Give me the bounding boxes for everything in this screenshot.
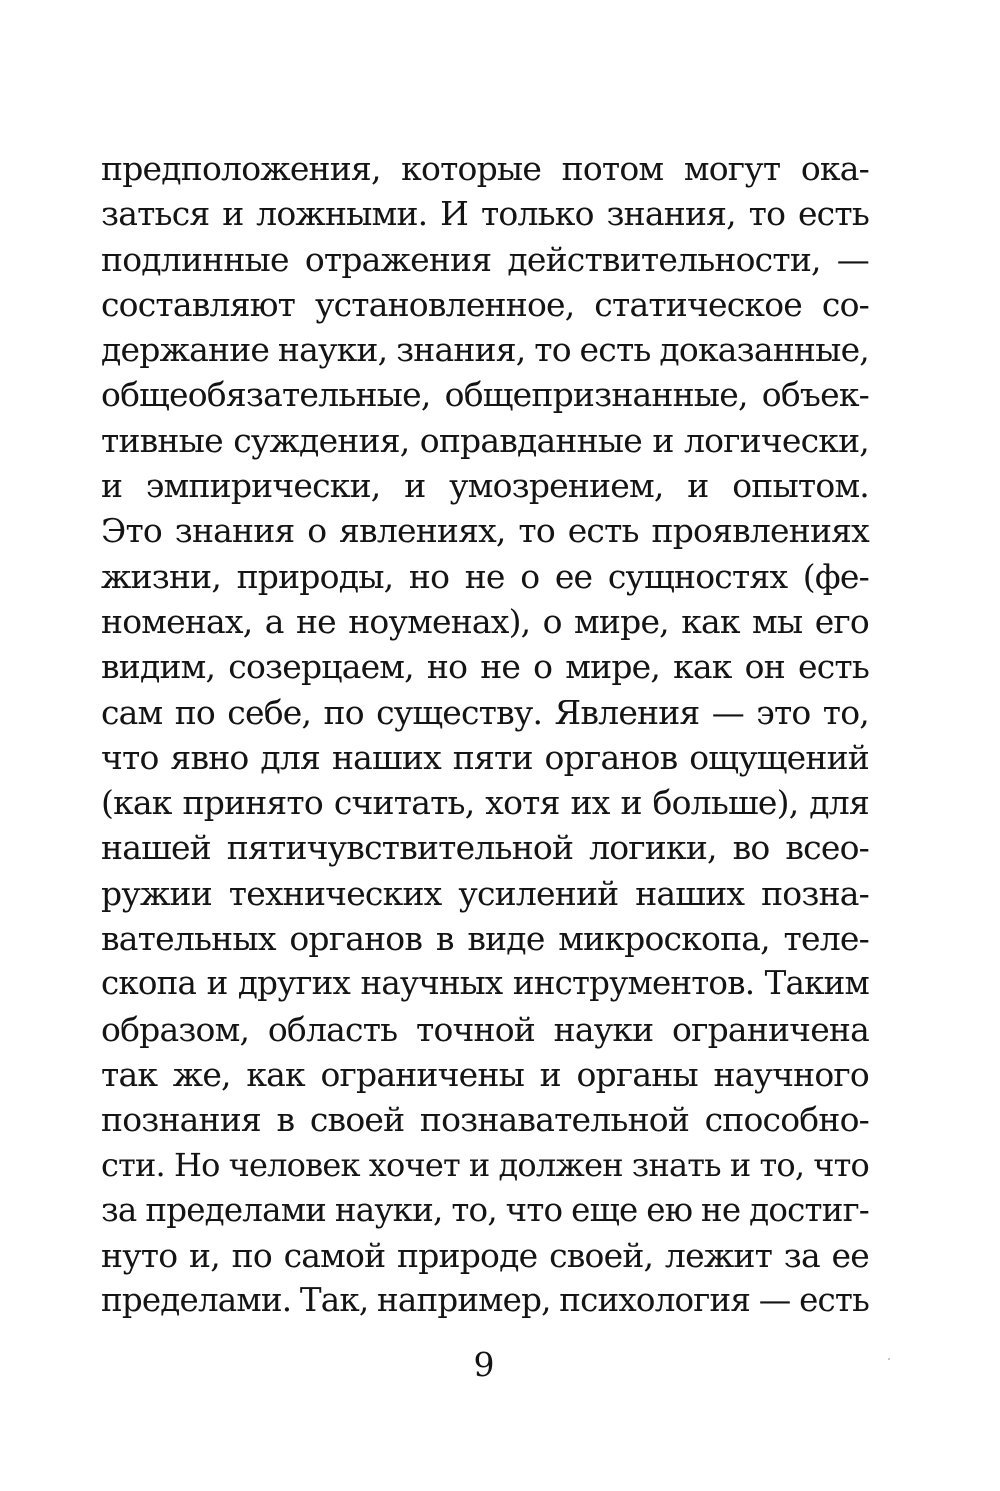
text-line: и эмпирически, и умозрением, и опытом. [101,466,869,506]
text-line: скопа и других научных инструментов. Таким [101,964,869,1003]
text-line: сам по себе, по существу. Явления — это то, [101,692,869,732]
text-line: предположения, которые потом могут ока- [101,149,869,188]
text-line: образом, область точной науки ограничена [101,1009,869,1049]
text-line: ружии технических усилений наших позна- [101,873,869,913]
text-line: жизни, природы, но не о ее сущностях (фе- [101,556,869,596]
text-line: тивные суждения, оправданные и логически, [101,420,869,460]
text-line: Это знания о явлениях, то есть проявлениях [101,511,869,551]
scan-speck [888,1358,890,1360]
text-line: составляют установленное, статическое со- [101,284,869,324]
text-line: заться и ложными. И только знания, то есть [101,194,869,234]
text-line: сти. Но человек хочет и должен знать и то, что [101,1145,869,1184]
body-text [101,146,869,1324]
text-line: нашей пятичувствительной логики, во всео- [101,828,869,868]
text-line: пределами. Так, например, психология — есть [101,1281,869,1320]
text-line: нуто и, по самой природе своей, лежит за ее [101,1236,869,1276]
text-line: вательных органов в виде микроскопа, теле- [101,919,869,959]
text-line: видим, созерцаем, но не о мире, как он есть [101,647,869,687]
text-line: так же, как ограничены и органы научного [101,1054,869,1094]
text-line: за пределами науки, то, что еще ею не достиг- [101,1190,869,1229]
page-number: 9 [473,1345,495,1384]
text-line: номенах, а не ноуменах), о мире, как мы его [101,601,869,641]
text-line: познания в своей познавательной способно- [101,1100,869,1140]
text-line: держание науки, знания, то есть доказанные, [101,330,869,370]
text-line: (как принято считать, хотя их и больше), для [101,783,869,823]
text-line: подлинные отражения действительности, — [101,239,869,279]
text-line: что явно для наших пяти органов ощущений [101,737,869,777]
text-line: общеобязательные, общепризнанные, объек- [101,375,869,415]
